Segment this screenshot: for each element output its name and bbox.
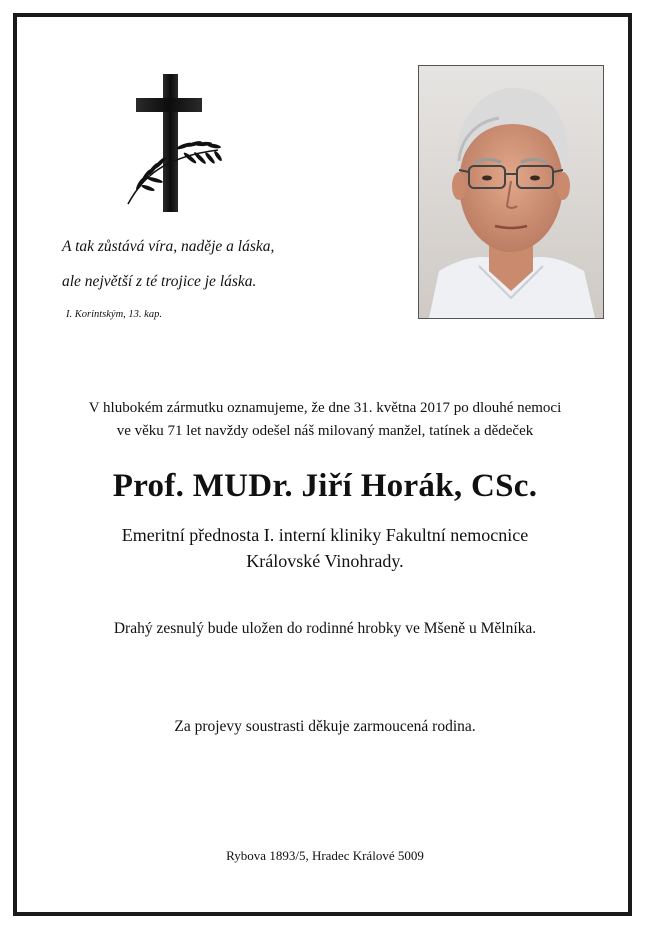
deceased-title-line-1: Emeritní přednosta I. interní kliniky Fakultní nemocnice bbox=[121, 525, 529, 545]
verse-source: I. Korintským, 13. kap. bbox=[66, 309, 162, 320]
deceased-title-line-2: Královské Vinohrady. bbox=[246, 551, 404, 571]
announcement-line-1: V hlubokém zármutku oznamujeme, že dne 31. května 2017 po dlouhé nemoci bbox=[88, 400, 562, 416]
announcement-line-2: ve věku 71 let navždy odešel náš milovaný manžel, tatínek a dědeček bbox=[116, 423, 534, 439]
thanks-line: Za projevy soustrasti děkuje zarmoucená rodina. bbox=[174, 718, 476, 735]
verse-line-2: ale největší z té trojice je láska. bbox=[62, 273, 257, 290]
family-address: Rybova 1893/5, Hradec Králové 5009 bbox=[226, 848, 424, 863]
verse-line-1: A tak zůstává víra, naděje a láska, bbox=[62, 238, 275, 255]
deceased-name: Prof. MUDr. Jiří Horák, CSc. bbox=[112, 468, 538, 504]
cross-with-palm-icon bbox=[118, 72, 228, 214]
burial-notice: Drahý zesnulý bude uložen do rodinné hrobky ve Mšeně u Mělníka. bbox=[113, 620, 537, 637]
portrait-photo bbox=[418, 65, 604, 319]
